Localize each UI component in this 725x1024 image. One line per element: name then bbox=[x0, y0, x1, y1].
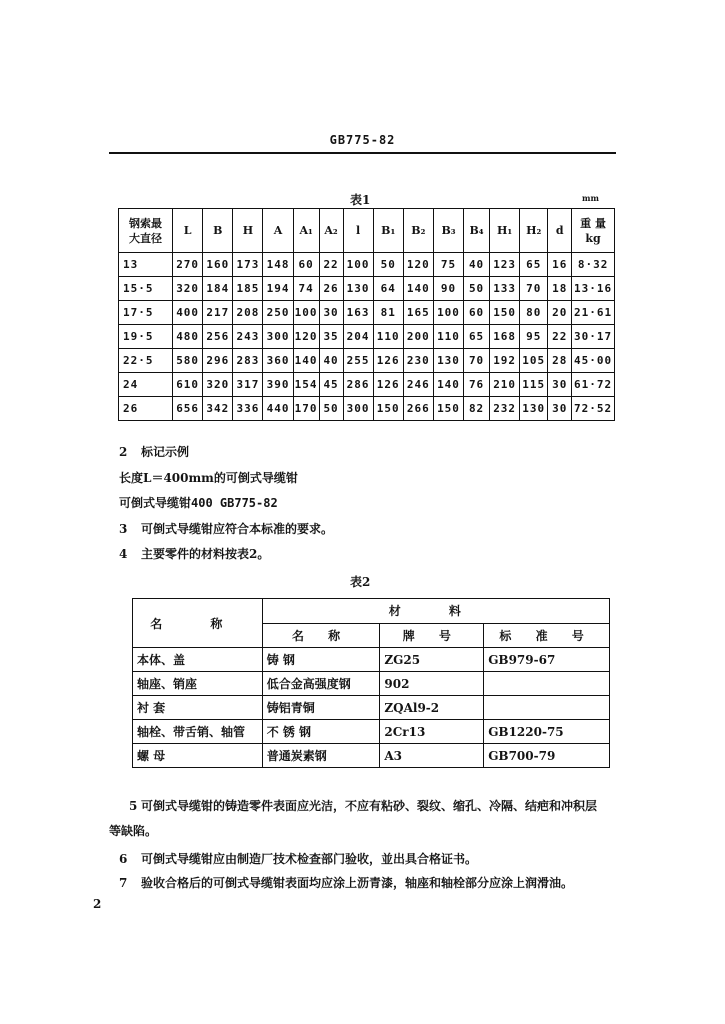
dimension-table bbox=[118, 208, 615, 421]
table-row bbox=[119, 373, 615, 397]
table-cell: 126 bbox=[373, 349, 403, 373]
header-line: B bbox=[213, 224, 223, 237]
section-number: 2 bbox=[119, 445, 128, 459]
table-cell: 217 bbox=[203, 301, 233, 325]
table-cell: 170 bbox=[293, 397, 319, 421]
table-cell: 26 bbox=[319, 277, 343, 301]
table-cell: 208 bbox=[233, 301, 263, 325]
header-line: 大直径 bbox=[129, 231, 163, 245]
table-cell: 163 bbox=[343, 301, 373, 325]
table-cell: 250 bbox=[263, 301, 293, 325]
table-cell: 165 bbox=[403, 301, 433, 325]
table-cell: 13·16 bbox=[572, 277, 615, 301]
table-cell-name: 铸 钢 bbox=[262, 648, 380, 672]
table2-sub-standard: 标 准 号 bbox=[484, 623, 610, 648]
table-cell: 81 bbox=[373, 301, 403, 325]
table-cell-standard: GB700-79 bbox=[484, 744, 610, 768]
table-cell: 70 bbox=[464, 349, 490, 373]
table-cell-part: 螺 母 bbox=[133, 744, 263, 768]
table-cell: 184 bbox=[203, 277, 233, 301]
table-row bbox=[119, 325, 615, 349]
table-cell-name: 不 锈 钢 bbox=[262, 720, 380, 744]
table-cell: 40 bbox=[319, 349, 343, 373]
table-cell-name: 普通炭素钢 bbox=[262, 744, 380, 768]
table-cell: 610 bbox=[173, 373, 203, 397]
table-cell: 400 bbox=[173, 301, 203, 325]
section3 bbox=[119, 520, 333, 537]
table-cell: 120 bbox=[403, 253, 433, 277]
table-cell: 22 bbox=[548, 325, 572, 349]
table-cell: 204 bbox=[343, 325, 373, 349]
table1-column-header bbox=[233, 209, 263, 253]
table-cell-standard bbox=[484, 696, 610, 720]
table-cell: 360 bbox=[263, 349, 293, 373]
table-cell: 16 bbox=[548, 253, 572, 277]
table-cell: 35 bbox=[319, 325, 343, 349]
table1-column-header bbox=[403, 209, 433, 253]
table-cell: 130 bbox=[343, 277, 373, 301]
section-number: 6 bbox=[119, 852, 128, 866]
table-cell: 24 bbox=[119, 373, 173, 397]
table-cell: 200 bbox=[403, 325, 433, 349]
table-cell: 168 bbox=[490, 325, 520, 349]
table-cell: 342 bbox=[203, 397, 233, 421]
table-cell: 50 bbox=[464, 277, 490, 301]
table-row bbox=[133, 696, 610, 720]
table-cell-grade: 902 bbox=[380, 672, 484, 696]
section-number: 4 bbox=[119, 547, 128, 561]
table-cell: 126 bbox=[373, 373, 403, 397]
table-cell: 30 bbox=[319, 301, 343, 325]
table-cell: 17·5 bbox=[119, 301, 173, 325]
table-cell: 13 bbox=[119, 253, 173, 277]
table-cell: 120 bbox=[293, 325, 319, 349]
section-text: 可倒式导缆钳的铸造零件表面应光洁，不应有粘砂、裂纹、缩孔、冷隔、结疤和冲积层等缺陷。 bbox=[109, 799, 598, 838]
header-line: l bbox=[355, 224, 361, 237]
table-cell: 30 bbox=[548, 397, 572, 421]
table-cell: 115 bbox=[520, 373, 548, 397]
section-number: 7 bbox=[119, 876, 128, 890]
table-cell: 232 bbox=[490, 397, 520, 421]
table-cell: 72·52 bbox=[572, 397, 615, 421]
table-cell: 18 bbox=[548, 277, 572, 301]
table-cell: 28 bbox=[548, 349, 572, 373]
table-cell: 480 bbox=[173, 325, 203, 349]
table-cell: 150 bbox=[490, 301, 520, 325]
table-row bbox=[119, 301, 615, 325]
table-row bbox=[133, 672, 610, 696]
table-row bbox=[119, 277, 615, 301]
table-cell: 95 bbox=[520, 325, 548, 349]
table-cell: 296 bbox=[203, 349, 233, 373]
table-cell: 270 bbox=[173, 253, 203, 277]
table-cell: 100 bbox=[343, 253, 373, 277]
table-row bbox=[133, 744, 610, 768]
table1-unit: mm bbox=[582, 193, 599, 203]
table2-head-material: 材 料 bbox=[262, 599, 609, 624]
table-cell-grade: ZQAl9-2 bbox=[380, 696, 484, 720]
table-cell: 154 bbox=[293, 373, 319, 397]
table1-column-header bbox=[203, 209, 233, 253]
table2-sub-grade: 牌 号 bbox=[380, 623, 484, 648]
table1-column-header bbox=[490, 209, 520, 253]
table1-column-header bbox=[293, 209, 319, 253]
table1-column-header bbox=[263, 209, 293, 253]
table1-column-header bbox=[548, 209, 572, 253]
header-line: A₂ bbox=[324, 224, 338, 237]
header-line: B₄ bbox=[469, 224, 484, 237]
table-cell: 8·32 bbox=[572, 253, 615, 277]
table1-column-header bbox=[319, 209, 343, 253]
header-line: 钢索最 bbox=[129, 216, 163, 230]
table-cell: 320 bbox=[203, 373, 233, 397]
table-cell: 75 bbox=[433, 253, 463, 277]
table-cell: 100 bbox=[433, 301, 463, 325]
section-number: 3 bbox=[119, 522, 128, 536]
table-cell-standard bbox=[484, 672, 610, 696]
table-cell: 286 bbox=[343, 373, 373, 397]
table-cell: 123 bbox=[490, 253, 520, 277]
table-cell: 105 bbox=[520, 349, 548, 373]
header-line: B₁ bbox=[381, 224, 396, 237]
table-cell: 70 bbox=[520, 277, 548, 301]
table-cell: 246 bbox=[403, 373, 433, 397]
table-cell: 15·5 bbox=[119, 277, 173, 301]
table-cell: 336 bbox=[233, 397, 263, 421]
table-row bbox=[133, 648, 610, 672]
table-cell: 317 bbox=[233, 373, 263, 397]
table-cell: 76 bbox=[464, 373, 490, 397]
table2-caption: 表2 bbox=[350, 575, 371, 589]
table-cell: 100 bbox=[293, 301, 319, 325]
header-line: B₃ bbox=[441, 224, 456, 237]
table-cell-name: 低合金高强度钢 bbox=[262, 672, 380, 696]
table-cell: 210 bbox=[490, 373, 520, 397]
table-cell: 656 bbox=[173, 397, 203, 421]
section5 bbox=[109, 794, 604, 844]
table-cell-grade: 2Cr13 bbox=[380, 720, 484, 744]
table-cell: 90 bbox=[433, 277, 463, 301]
section2-heading bbox=[119, 443, 189, 460]
table-cell-grade: ZG25 bbox=[380, 648, 484, 672]
header-line: kg bbox=[585, 231, 601, 245]
table-cell: 64 bbox=[373, 277, 403, 301]
table-cell: 255 bbox=[343, 349, 373, 373]
table-cell: 266 bbox=[403, 397, 433, 421]
table-cell-name: 铸铝青铜 bbox=[262, 696, 380, 720]
table-row bbox=[133, 720, 610, 744]
table2-head-part-name: 名 称 bbox=[133, 599, 263, 648]
materials-table bbox=[132, 598, 610, 768]
table-cell: 82 bbox=[464, 397, 490, 421]
table-cell: 74 bbox=[293, 277, 319, 301]
table1-column-header bbox=[173, 209, 203, 253]
table-cell: 22·5 bbox=[119, 349, 173, 373]
table-row bbox=[119, 253, 615, 277]
table1-column-header bbox=[464, 209, 490, 253]
table-cell: 65 bbox=[520, 253, 548, 277]
section-text: 验收合格后的可倒式导缆钳表面均应涂上沥青漆，轴座和轴栓部分应涂上润滑油。 bbox=[141, 876, 574, 890]
header-line: H bbox=[242, 224, 254, 237]
table-cell: 30 bbox=[548, 373, 572, 397]
table-cell: 130 bbox=[433, 349, 463, 373]
table-cell: 61·72 bbox=[572, 373, 615, 397]
table-cell: 160 bbox=[203, 253, 233, 277]
table-cell: 150 bbox=[433, 397, 463, 421]
section-number: 5 bbox=[129, 799, 138, 813]
document-code: GB775-82 bbox=[329, 133, 396, 147]
table-cell: 50 bbox=[319, 397, 343, 421]
marking-example-line1: 长度L＝400mm的可倒式导缆钳 bbox=[119, 471, 298, 485]
table-cell: 21·61 bbox=[572, 301, 615, 325]
table-cell-part: 轴栓、带舌销、轴管 bbox=[133, 720, 263, 744]
table-cell-part: 衬 套 bbox=[133, 696, 263, 720]
table-cell: 140 bbox=[403, 277, 433, 301]
table-cell: 80 bbox=[520, 301, 548, 325]
table-row bbox=[119, 349, 615, 373]
section7 bbox=[119, 874, 573, 891]
table-cell: 45·00 bbox=[572, 349, 615, 373]
table1-column-header bbox=[343, 209, 373, 253]
table-cell: 60 bbox=[293, 253, 319, 277]
header-line: d bbox=[555, 224, 564, 237]
header-rule bbox=[109, 152, 616, 154]
table-cell: 148 bbox=[263, 253, 293, 277]
header-line: L bbox=[183, 224, 192, 237]
table-cell: 300 bbox=[263, 325, 293, 349]
header-line: H₂ bbox=[526, 224, 542, 237]
table-cell: 140 bbox=[293, 349, 319, 373]
table-cell: 230 bbox=[403, 349, 433, 373]
section-text: 主要零件的材料按表2。 bbox=[141, 547, 270, 561]
page-number: 2 bbox=[93, 897, 102, 911]
table-cell-grade: A3 bbox=[380, 744, 484, 768]
table-cell: 110 bbox=[433, 325, 463, 349]
table1-caption: 表1 bbox=[350, 193, 371, 207]
table-cell-part: 本体、盖 bbox=[133, 648, 263, 672]
table-cell: 65 bbox=[464, 325, 490, 349]
table-cell: 60 bbox=[464, 301, 490, 325]
table-cell-part: 轴座、销座 bbox=[133, 672, 263, 696]
section4 bbox=[119, 545, 269, 562]
table-cell-standard: GB979-67 bbox=[484, 648, 610, 672]
table-cell: 45 bbox=[319, 373, 343, 397]
table-cell: 243 bbox=[233, 325, 263, 349]
section6 bbox=[119, 850, 477, 867]
table-cell: 185 bbox=[233, 277, 263, 301]
table1-column-header bbox=[572, 209, 615, 253]
table-cell: 26 bbox=[119, 397, 173, 421]
table-cell: 133 bbox=[490, 277, 520, 301]
table1-column-header bbox=[119, 209, 173, 253]
table-cell: 173 bbox=[233, 253, 263, 277]
table-cell: 580 bbox=[173, 349, 203, 373]
table-cell: 192 bbox=[490, 349, 520, 373]
table1-column-header bbox=[433, 209, 463, 253]
header-line: H₁ bbox=[497, 224, 513, 237]
table-cell: 50 bbox=[373, 253, 403, 277]
table-cell: 30·17 bbox=[572, 325, 615, 349]
table-cell: 130 bbox=[520, 397, 548, 421]
table1-column-header bbox=[520, 209, 548, 253]
table-cell: 256 bbox=[203, 325, 233, 349]
section-text: 可倒式导缆钳应符合本标准的要求。 bbox=[141, 522, 334, 536]
header-line: A₁ bbox=[299, 224, 313, 237]
table-cell: 283 bbox=[233, 349, 263, 373]
section-text: 可倒式导缆钳应由制造厂技术检查部门验收，並出具合格证书。 bbox=[141, 852, 478, 866]
table-cell: 19·5 bbox=[119, 325, 173, 349]
header-line: A bbox=[273, 224, 283, 237]
table-cell: 140 bbox=[433, 373, 463, 397]
table1-header-row bbox=[119, 209, 615, 253]
table-cell: 390 bbox=[263, 373, 293, 397]
table-cell: 300 bbox=[343, 397, 373, 421]
table-cell: 320 bbox=[173, 277, 203, 301]
table1-column-header bbox=[373, 209, 403, 253]
table2-sub-name: 名 称 bbox=[262, 623, 380, 648]
table-row bbox=[119, 397, 615, 421]
table-cell: 40 bbox=[464, 253, 490, 277]
table-cell: 20 bbox=[548, 301, 572, 325]
table-cell: 440 bbox=[263, 397, 293, 421]
table-cell: 150 bbox=[373, 397, 403, 421]
table-cell: 110 bbox=[373, 325, 403, 349]
table-cell: 22 bbox=[319, 253, 343, 277]
table-cell: 194 bbox=[263, 277, 293, 301]
marking-example-line2: 可倒式导缆钳400 GB775-82 bbox=[119, 496, 278, 510]
section-title: 标记示例 bbox=[141, 445, 190, 459]
table-cell-standard: GB1220-75 bbox=[484, 720, 610, 744]
header-line: 重 量 bbox=[580, 216, 606, 230]
header-line: B₂ bbox=[411, 224, 426, 237]
